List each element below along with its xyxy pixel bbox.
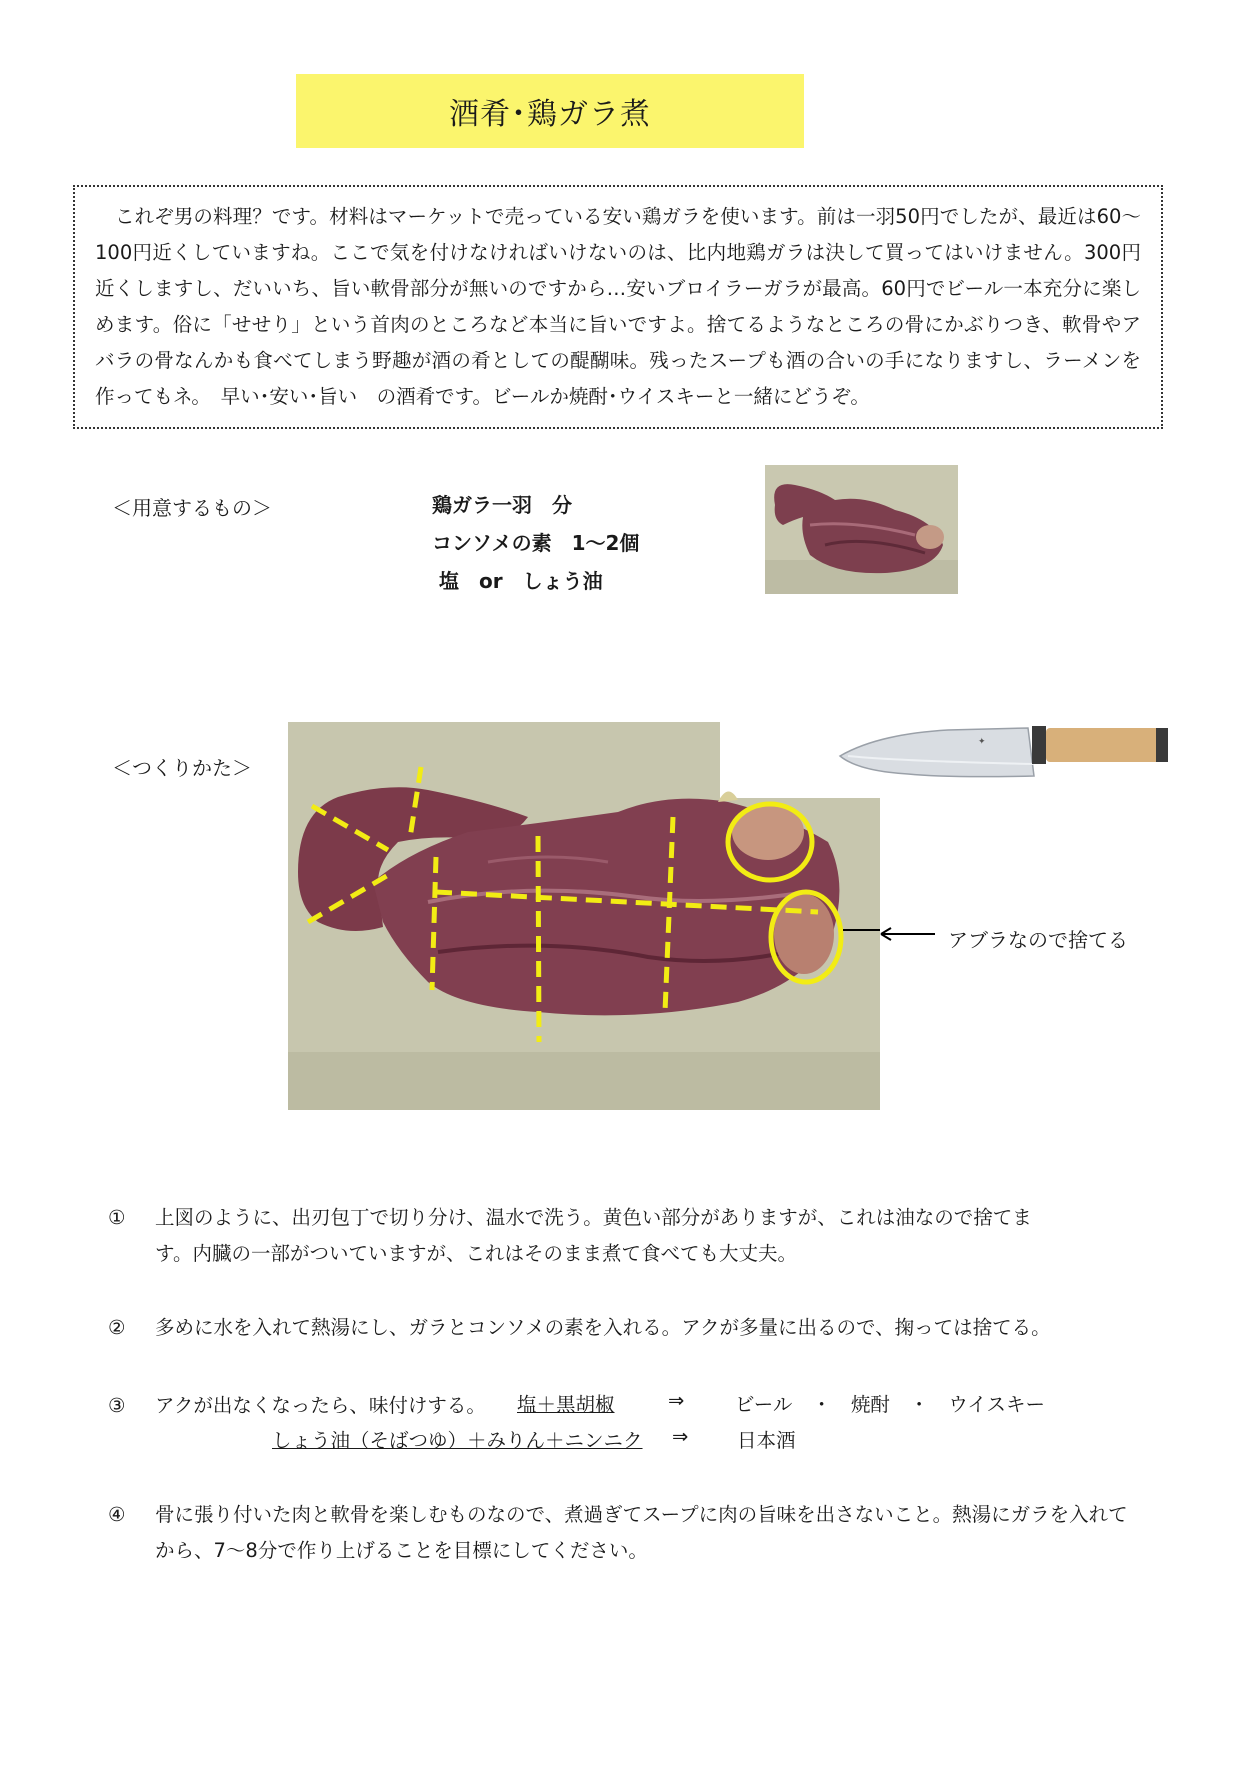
chicken-carcass-thumbnail [765,465,958,594]
ingredient-list [432,486,639,600]
step-text: 上図のように、出刃包丁で切り分け、温水で洗う。黄色い部分がありますが、これは油なので捨てます。内臓の一部がついていますが、これはそのまま煮て食べても大丈夫。 [155,1206,1032,1265]
ingredient-item: 鶏ガラ一羽 分 [432,493,572,517]
step-text: 骨に張り付いた肉と軟骨を楽しむものなので、煮過ぎてスープに肉の旨味を出さないこと。熱湯にガラを入れてから、7～8分で作り上げることを目標にしてください。 [155,1503,1128,1562]
page-title: 酒肴･鶏ガラ煮 [449,97,651,132]
seasoning-soy-sauce: しょう油（そばつゆ）＋みりん＋ニンニク [272,1429,643,1452]
pairing-arrow: ⇒ [668,1389,685,1412]
intro-box [73,185,1163,429]
method-heading: ＜つくりかた＞ [112,756,252,780]
step-1 [108,1200,1138,1272]
title-banner [296,74,804,148]
step-2 [108,1310,1138,1346]
cut-guide-photo [288,722,880,1110]
drinks-list: 日本酒 [737,1429,796,1452]
step-number: ④ [108,1503,126,1526]
fat-label: アブラなので捨てる [948,928,1128,952]
ingredient-item: コンソメの素 1～2個 [432,531,640,555]
prepare-heading: ＜用意するもの＞ [112,496,272,520]
step-text: アクが出なくなったら、味付けする。 [155,1394,486,1417]
pointer-arrow-icon [877,926,937,942]
pairing-arrow: ⇒ [672,1425,689,1448]
svg-text:✦: ✦ [978,737,986,747]
drinks-list: ビール ・ 焼酎 ・ ウイスキー [735,1393,1046,1416]
step-4 [108,1497,1138,1569]
step-number: ① [108,1206,126,1229]
intro-text: これぞ男の料理？です。材料はマーケットで売っている安い鶏ガラを使います。前は一羽50円でしたが、最近は60～100円近くしていますね。ここで気を付けなければいけないのは、比内地鶏ガラは決して買ってはいけません。300円近くしますし、だいいち、旨い軟骨部分が無いのですから…安いブロイラーガラが最高。60円でビール一本充分に楽しめます。俗に「せせり」という首肉のところなど本当に旨いですよ。捨てるようなところの骨にかぶりつき、軟骨やアバラの骨なんかも食べてしまう野趣が酒の肴としての醍醐味。残ったスープも酒の合いの手になりますし、ラーメンを作ってもネ。 早い･安い･旨い の酒肴です。ビールか焼酎･ウイスキーと一緒にどうぞ。 [95,205,1141,408]
deba-knife-image [838,716,1178,804]
ingredient-item: 塩 or しょう油 [432,569,603,593]
step-number: ② [108,1316,126,1339]
step-text: 多めに水を入れて熱湯にし、ガラとコンソメの素を入れる。アクが多量に出るので、掬っては捨てる。 [155,1316,1051,1339]
step-number: ③ [108,1394,126,1417]
seasoning-salt-pepper: 塩＋黒胡椒 [517,1393,615,1416]
